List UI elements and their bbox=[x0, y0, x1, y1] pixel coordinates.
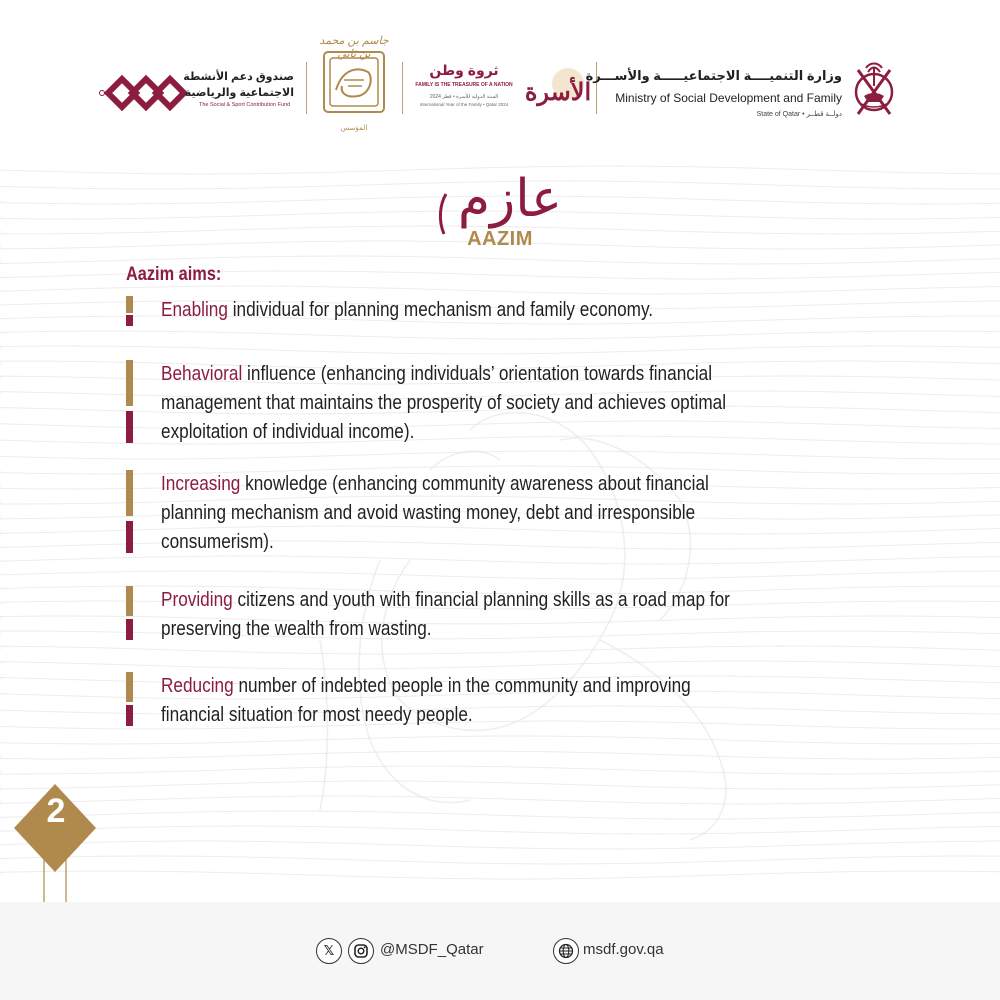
background-line bbox=[0, 256, 1000, 264]
family-logo-icon bbox=[526, 60, 590, 120]
aim-line bbox=[161, 296, 763, 325]
aim-text bbox=[161, 586, 763, 644]
background-line bbox=[0, 286, 1000, 294]
sscf-english-name: The Social & Sport Contribution Fund bbox=[199, 102, 291, 108]
aim-line: exploitation of individual income). bbox=[161, 421, 415, 443]
aim-line bbox=[161, 586, 763, 615]
state-of-qatar-label: State of Qatar • دولــة قطــر bbox=[756, 111, 842, 118]
aim-line bbox=[161, 672, 763, 701]
qatar-emblem-icon bbox=[844, 56, 904, 122]
ministry-logo bbox=[585, 68, 842, 124]
background-line bbox=[0, 451, 1000, 459]
aim-bullet-bar bbox=[126, 296, 133, 326]
aim-line-text: citizens and youth with financial planning skills as a road map for bbox=[232, 589, 730, 611]
background-line bbox=[0, 766, 1000, 774]
aims-heading: Aazim aims: bbox=[126, 264, 222, 285]
aim-text bbox=[161, 296, 763, 325]
background-line bbox=[0, 856, 1000, 864]
footer bbox=[0, 902, 1000, 1000]
background-line bbox=[0, 646, 1000, 654]
aim-text bbox=[161, 672, 763, 730]
background-line bbox=[0, 826, 1000, 834]
family-logo bbox=[526, 60, 590, 120]
aim-keyword: Enabling bbox=[161, 299, 228, 321]
background-line bbox=[0, 871, 1000, 879]
qatar-emblem bbox=[844, 56, 904, 122]
family-logo-text: الأسرة bbox=[526, 77, 590, 106]
founder-signature: جاسم بن محمد بن ثاني bbox=[319, 35, 389, 60]
founder-seal-icon bbox=[322, 50, 386, 114]
aim-text bbox=[161, 470, 763, 557]
header-divider bbox=[306, 62, 307, 114]
treasure-arabic: ثروة وطن bbox=[429, 62, 499, 78]
aazim-english-title: AAZIM bbox=[467, 228, 533, 250]
aim-bullet-bar bbox=[126, 360, 133, 443]
sscf-arabic-line1: صندوق دعم الأنشطة bbox=[183, 71, 294, 83]
treasure-english-year: International Year of the Family • Qatar 2024 bbox=[419, 102, 509, 107]
aim-keyword: Reducing bbox=[161, 675, 234, 697]
aim-text bbox=[161, 360, 763, 447]
aim-bullet-bar bbox=[126, 672, 133, 726]
aim-line: preserving the wealth from wasting. bbox=[161, 618, 432, 640]
aim-line: management that maintains the prosperity of society and achieves optimal bbox=[161, 392, 727, 414]
x-icon[interactable]: 𝕏 bbox=[316, 938, 342, 964]
aim-line bbox=[161, 470, 763, 499]
aim-line-text: knowledge (enhancing community awareness about financial bbox=[240, 473, 709, 495]
instagram-icon[interactable] bbox=[348, 938, 374, 964]
header bbox=[0, 0, 1000, 150]
aim-line bbox=[161, 360, 763, 389]
globe-icon[interactable] bbox=[553, 938, 579, 964]
aim-bullet-bar bbox=[126, 470, 133, 553]
aim-line-text: number of indebted people in the community and improving bbox=[233, 675, 691, 697]
page-number: 2 bbox=[46, 792, 66, 830]
aim-keyword: Providing bbox=[161, 589, 233, 611]
founder-logo bbox=[316, 34, 392, 140]
aim-line: planning mechanism and avoid wasting money, debt and irresponsible bbox=[161, 502, 696, 524]
ministry-arabic-name: وزارة التنميــــة الاجتماعيـــــة والأســـرة bbox=[585, 68, 842, 83]
treasure-logo bbox=[412, 62, 516, 112]
background-line bbox=[0, 331, 1000, 339]
background-line bbox=[0, 571, 1000, 579]
header-divider bbox=[402, 62, 403, 114]
aim-line-text: influence (enhancing individuals’ orientation towards financial bbox=[242, 363, 713, 385]
aazim-arabic-text: عازم bbox=[457, 169, 563, 229]
background-line bbox=[0, 811, 1000, 819]
founder-caption: المؤسس bbox=[340, 125, 368, 132]
background-line bbox=[0, 781, 1000, 789]
background-line bbox=[0, 736, 1000, 744]
aim-bullet-bar bbox=[126, 586, 133, 640]
aim-keyword: Behavioral bbox=[161, 363, 243, 385]
treasure-english: FAMILY IS THE TREASURE OF A NATION bbox=[415, 82, 513, 88]
social-handle[interactable]: @MSDF_Qatar bbox=[380, 941, 484, 958]
background-line bbox=[0, 346, 1000, 354]
background-line bbox=[0, 751, 1000, 759]
background-line bbox=[0, 556, 1000, 564]
aim-keyword: Increasing bbox=[161, 473, 241, 495]
background-line bbox=[0, 841, 1000, 849]
treasure-arabic-year: السنة الدولية للأسرة • قطر 2024 bbox=[429, 94, 499, 100]
aim-line-text: individual for planning mechanism and family economy. bbox=[227, 299, 654, 321]
website-url[interactable]: msdf.gov.qa bbox=[583, 941, 664, 958]
background-line bbox=[0, 796, 1000, 804]
sscf-logo bbox=[98, 66, 298, 116]
background-line bbox=[0, 661, 1000, 669]
aim-line: financial situation for most needy people. bbox=[161, 704, 473, 726]
ministry-english-name: Ministry of Social Development and Family bbox=[615, 91, 842, 105]
aim-line: consumerism). bbox=[161, 531, 274, 553]
sscf-arabic-line2: الاجتماعية والرياضية bbox=[184, 87, 294, 99]
